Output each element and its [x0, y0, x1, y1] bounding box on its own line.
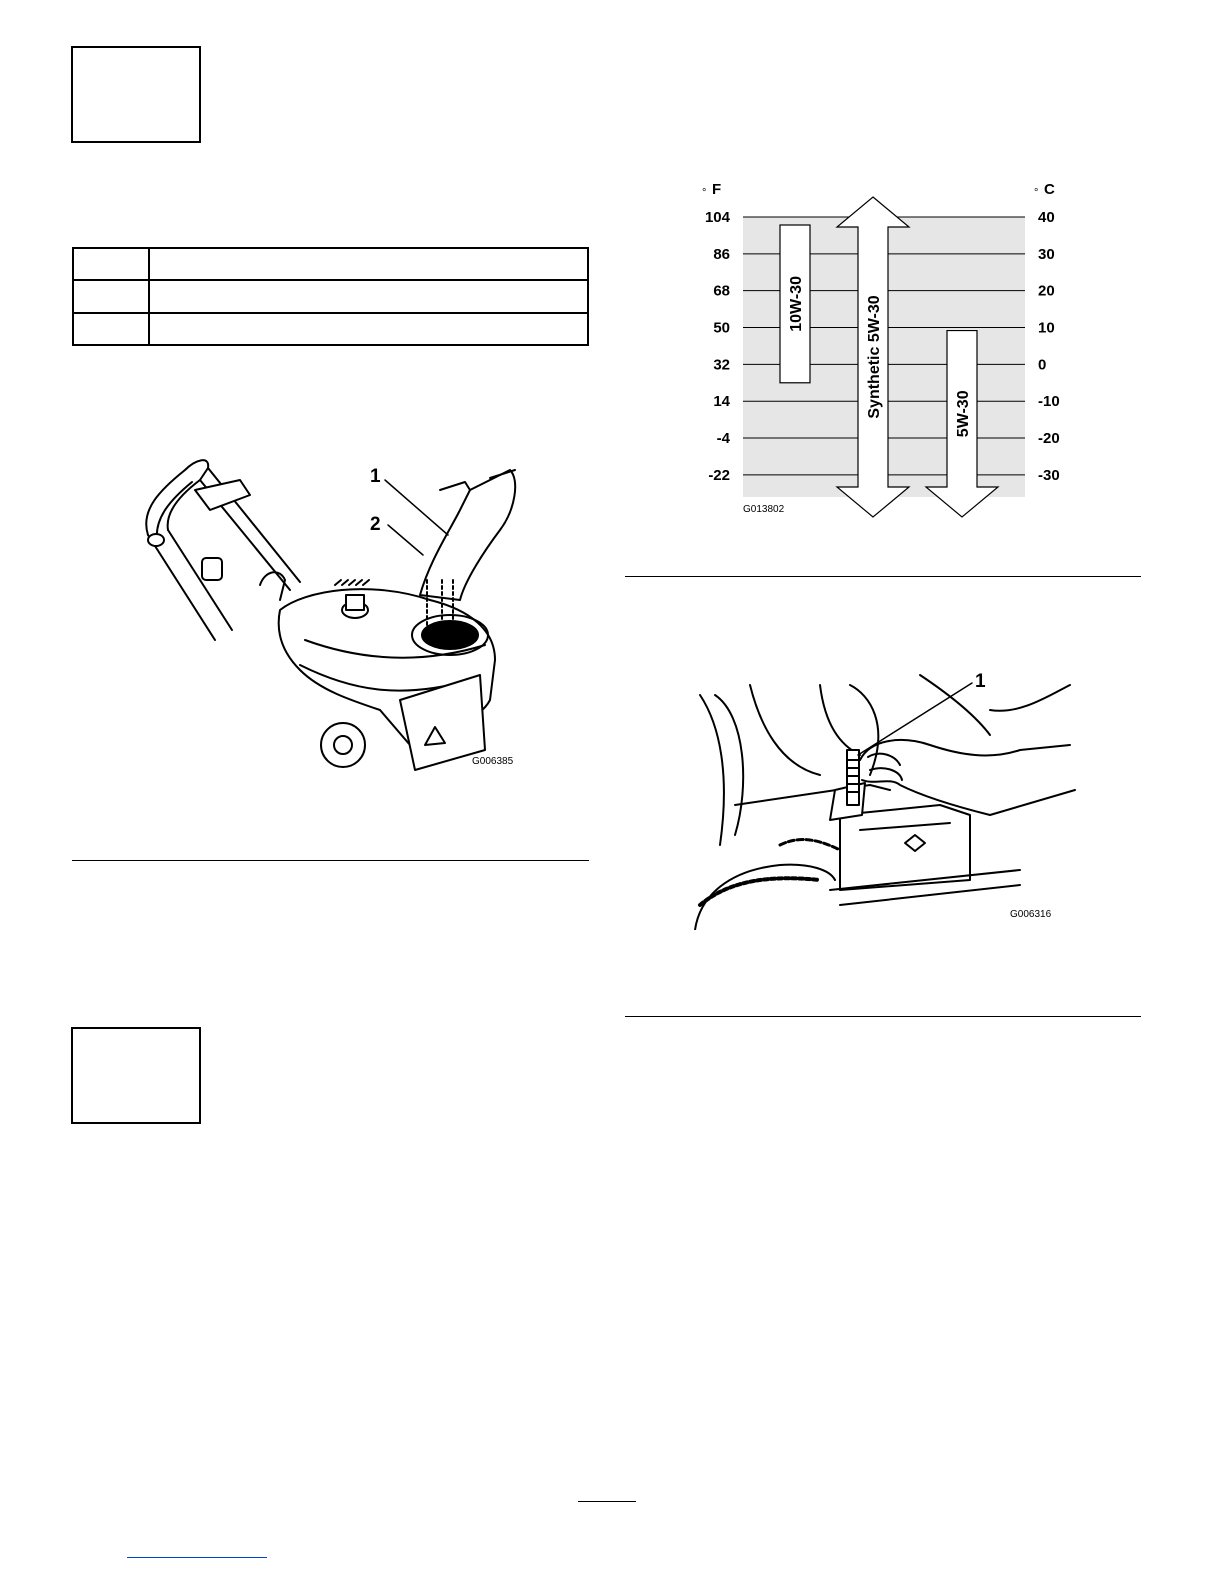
- table-cell: [149, 313, 588, 345]
- callout-1: 1: [975, 671, 986, 692]
- right-tick-label: 10: [1038, 319, 1055, 337]
- figure-divider: [625, 576, 1141, 577]
- left-tick-label: 32: [713, 356, 730, 374]
- callout-2: 2: [370, 514, 381, 535]
- table-row: [73, 248, 588, 280]
- right-tick-label: -30: [1038, 466, 1060, 484]
- table-cell: [149, 248, 588, 280]
- figure-code: G006316: [1010, 909, 1052, 920]
- left-tick-label: 86: [713, 245, 730, 263]
- left-tick-label: 104: [704, 209, 730, 226]
- series-label: Synthetic 5W-30: [866, 295, 883, 419]
- series-label: 5W-30: [955, 390, 972, 438]
- series-label: 10W-30: [788, 276, 805, 332]
- right-tick-label: -10: [1038, 393, 1060, 411]
- table-cell: [73, 280, 149, 312]
- unit-f-label: F: [712, 181, 722, 198]
- table-cell: [73, 248, 149, 280]
- unit-c-label: C: [1044, 181, 1055, 198]
- figure-chute-install: [130, 450, 530, 780]
- left-tick-label: -4: [716, 430, 730, 448]
- table-row: [73, 313, 588, 345]
- right-tick-label: 0: [1038, 356, 1047, 374]
- left-tick-label: -22: [708, 466, 730, 484]
- figure-code: G006385: [472, 756, 514, 767]
- left-tick-label: 14: [713, 393, 730, 411]
- parts-table: [72, 247, 589, 346]
- left-tick-label: 50: [713, 319, 730, 337]
- right-tick-label: -20: [1038, 430, 1060, 448]
- figure-code: G013802: [743, 504, 785, 515]
- right-tick-label: 20: [1038, 282, 1055, 300]
- table-cell: [73, 313, 149, 345]
- callout-1: 1: [370, 466, 381, 487]
- figure-dipstick: [690, 665, 1090, 930]
- header-box-top: [71, 46, 201, 143]
- right-tick-label: 30: [1038, 245, 1055, 263]
- right-tick-label: 40: [1038, 209, 1055, 226]
- oil-viscosity-chart: [690, 170, 1090, 530]
- table-row: [73, 280, 588, 312]
- figure-divider: [72, 860, 589, 861]
- header-box-bottom: [71, 1027, 201, 1124]
- left-tick-label: 68: [713, 282, 730, 300]
- figure-divider: [625, 1016, 1141, 1017]
- footer-link-underline[interactable]: [127, 1557, 267, 1558]
- table-cell: [149, 280, 588, 312]
- degree-symbol-c: °: [1034, 187, 1039, 199]
- degree-symbol-f: °: [702, 187, 707, 199]
- page-number-rule: [578, 1501, 636, 1502]
